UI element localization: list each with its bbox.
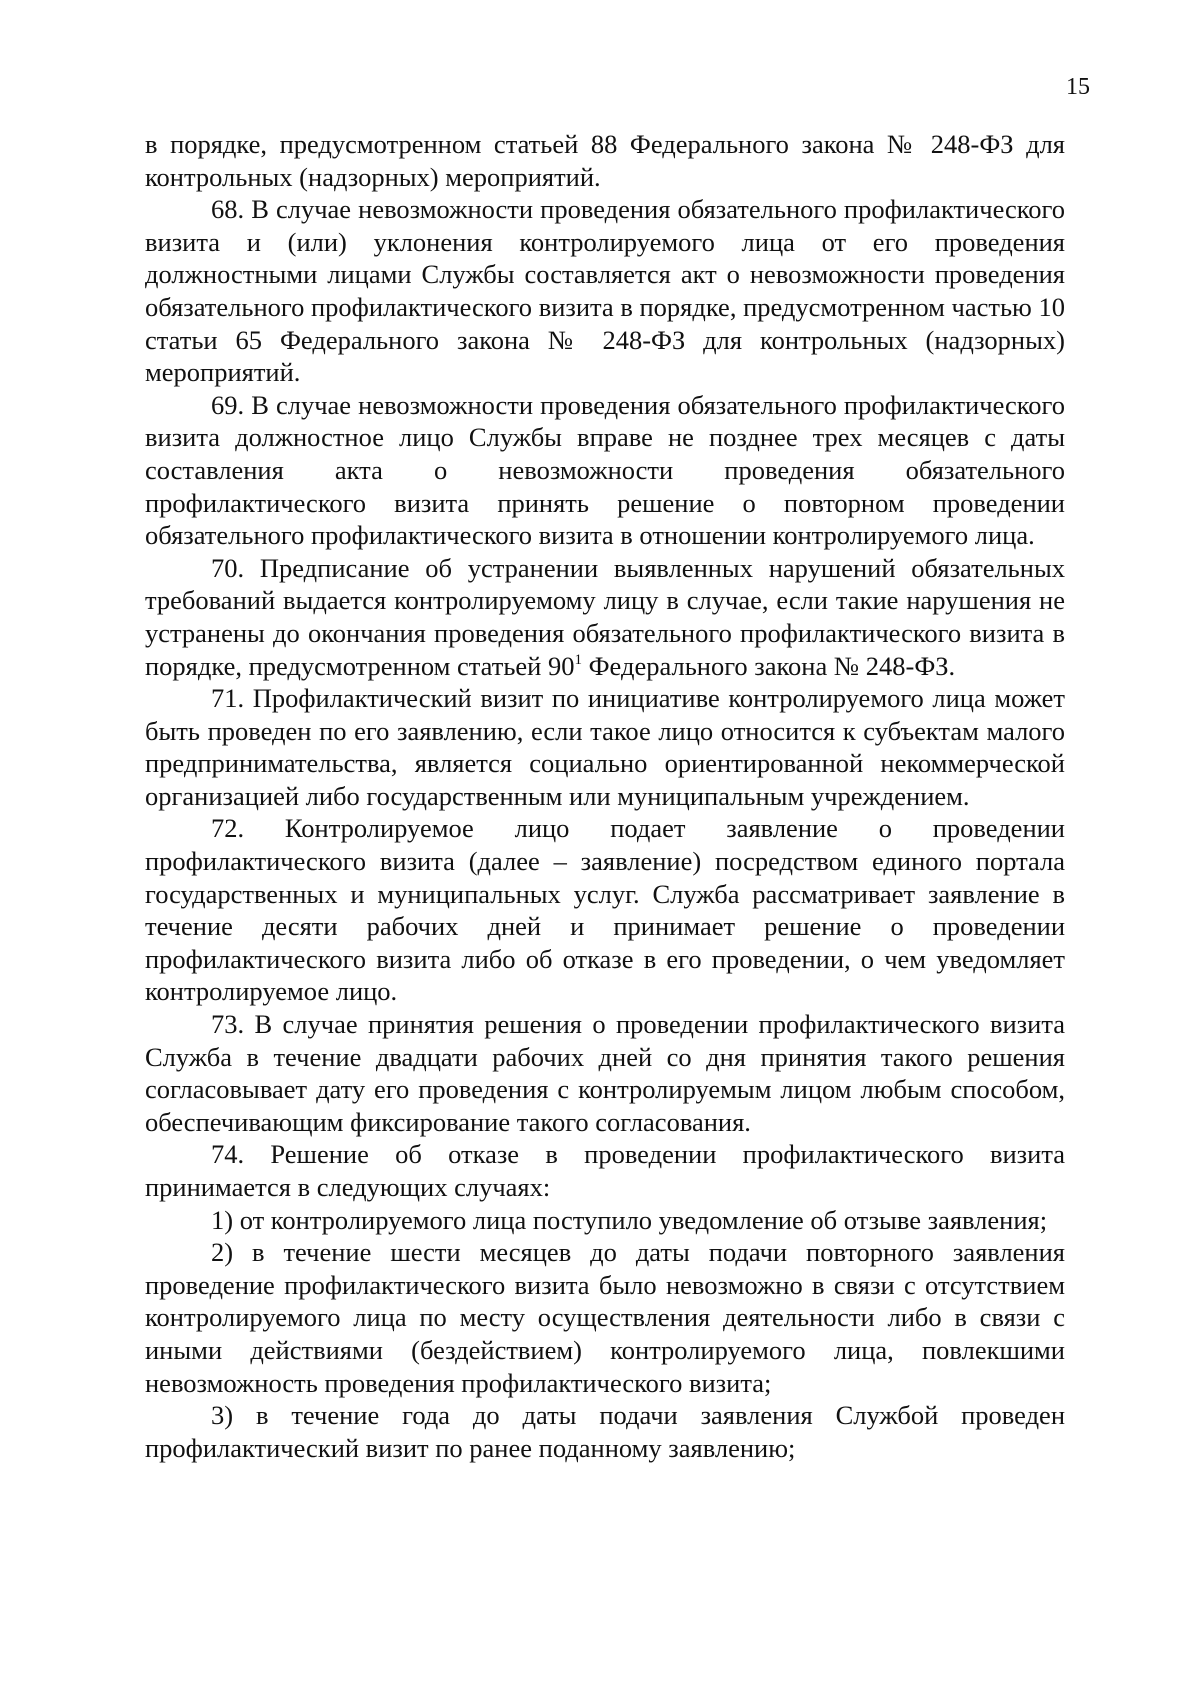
paragraph-70-text: 70. Предписание об устранении выявленных нарушений обязательных требований выдается контролируемому лицу в случае, если такие нарушения не устранены до окончания проведения обязательного профилактического визита в порядке, предусмотренном статьей 90 [145, 552, 1065, 681]
paragraph-69: 69. В случае невозможности проведения обязательного профилактического визита должностное лицо Службы вправе не позднее трех месяцев с даты составления акта о невозможности проведения обязательного профилактического визита принять решение о повторном проведении обязательного профилактического визита в отношении контролируемого лица. [145, 389, 1065, 551]
document-body [145, 128, 1065, 1464]
paragraph-73: 73. В случае принятия решения о проведении профилактического визита Служба в течение двадцати рабочих дней со дня принятия такого решения согласовывает дату его проведения с контролируемым лицом любым способом, обеспечивающим фиксирование такого согласования. [145, 1009, 1065, 1137]
paragraph-72: 72. Контролируемое лицо подает заявление о проведении профилактического визита (далее – заявление) посредством единого портала государственных и муниципальных услуг. Служба рассматривает заявление в течение десяти рабочих дней и принимает решение о проведении профилактического визита либо об отказе в его проведении, о чем уведомляет контролируемое лицо. [145, 813, 1065, 1007]
paragraph-70 [145, 552, 1065, 682]
paragraph-continuation: в порядке, предусмотренном статьей 88 Федерального закона № 248-ФЗ для контрольных (надзорных) мероприятий. [145, 129, 1065, 192]
list-item-1: 1) от контролируемого лица поступило уведомление об отзыве заявления; [211, 1204, 1048, 1235]
list-item-3: 3) в течение года до даты подачи заявления Службой проведен профилактический визит по ранее поданному заявлению; [145, 1400, 1065, 1463]
paragraph-70-text-end: Федерального закона № 248-ФЗ. [582, 650, 956, 681]
paragraph-70-superscript: 1 [574, 651, 582, 668]
list-item-2: 2) в течение шести месяцев до даты подачи повторного заявления проведение профилактического визита было невозможно в связи с отсутствием контролируемого лица по месту осуществления деятельности либо в связи с иными действиями (бездействием) контролируемого лица, повлекшими невозможность проведения профилактического визита; [145, 1237, 1065, 1398]
page-number: 15 [1066, 74, 1090, 100]
paragraph-68: 68. В случае невозможности проведения обязательного профилактического визита и (или) уклонения контролируемого лица от его проведения должностными лицами Службы составляется акт о невозможности проведения обязательного профилактического визита в порядке, предусмотренном частью 10 статьи 65 Федерального закона № 248-ФЗ для контрольных (надзорных) мероприятий. [145, 194, 1065, 388]
paragraph-74: 74. Решение об отказе в проведении профилактического визита принимается в следующих случаях: [145, 1139, 1065, 1202]
paragraph-71: 71. Профилактический визит по инициативе контролируемого лица может быть проведен по его заявлению, если такое лицо относится к субъектам малого предпринимательства, является социально ориентированной некоммерческой организацией либо государственным или муниципальным учреждением. [145, 683, 1065, 811]
